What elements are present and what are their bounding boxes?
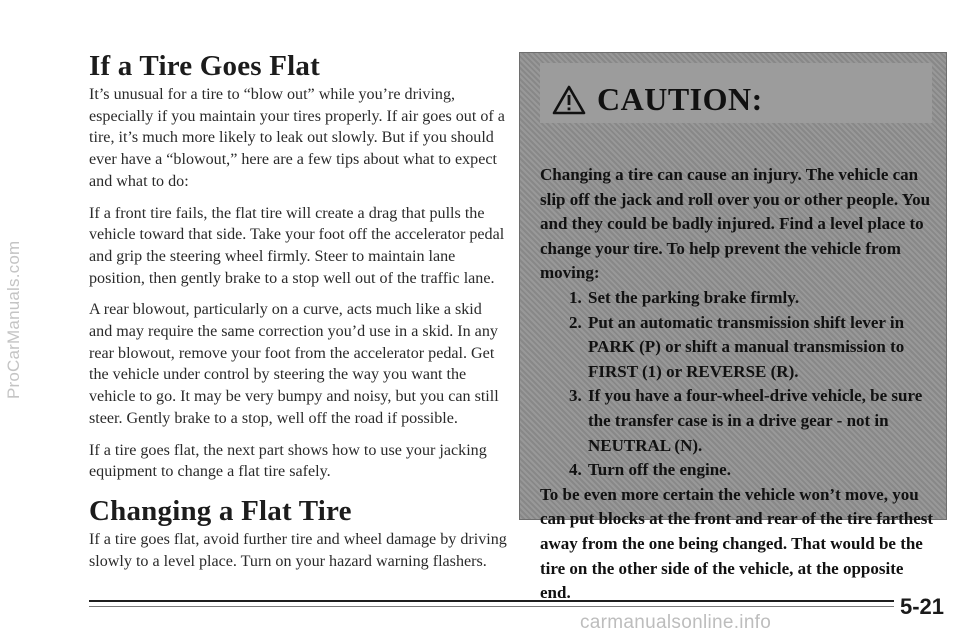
- paragraph: If a tire goes flat, avoid further tire and wheel damage by driving slowly to a level place. Turn on your hazard warning flashers.: [89, 530, 507, 570]
- caution-outro: To be even more certain the vehicle won’t move, you can put blocks at the front and rear of the tire farthest away from the one being changed. That would be the tire on the other side of the vehicle, at the opposite end.: [540, 484, 934, 603]
- main-column: [89, 48, 509, 582]
- bottom-watermark: carmanualsonline.info: [580, 612, 772, 633]
- caution-step: 3. If you have a four-wheel-drive vehicle, be sure the transfer case is in a drive gear - not in NEUTRAL (N).: [586, 384, 936, 458]
- caution-intro: Changing a tire can cause an injury. The vehicle can slip off the jack and roll over you or other people. You and they could be badly injured. Find a level place to change your tire. To help prevent the vehicle from moving:: [540, 165, 931, 283]
- caution-step: 1. Set the parking brake firmly.: [586, 286, 936, 311]
- warning-triangle-icon: [552, 85, 586, 115]
- paragraph: A rear blowout, particularly on a curve, acts much like a skid and may require the same correction you’d use in a skid. In any rear blowout, remove your foot from the accelerator pedal. Get the vehicle under control by steering the way you want the vehicle to go. It may be very bumpy and noisy, but you can still steer. Gently brake to a stop, well off the road if possible.: [89, 301, 499, 427]
- caution-step: 2. Put an automatic transmission shift lever in PARK (P) or shift a manual transmission to FIRST (1) or REVERSE (R).: [586, 311, 936, 385]
- caution-step: 4. Turn off the engine.: [586, 458, 936, 483]
- section-title-changing-tire: Changing a Flat Tire: [89, 494, 352, 527]
- paragraph: It’s unusual for a tire to “blow out” while you’re driving, especially if you maintain your tires properly. If air goes out of a tire, it’s much more likely to leak out slowly. But if you should ever have a “blowout,” here are a few tips about what to expect and what to do:: [89, 86, 505, 190]
- caution-steps: [540, 286, 936, 483]
- caution-box: [519, 52, 947, 603]
- footer-rule-thin: [89, 606, 894, 607]
- paragraph: If a tire goes flat, the next part shows how to use your jacking equipment to change a flat tire safely.: [89, 441, 487, 481]
- caution-title: CAUTION:: [597, 81, 763, 117]
- side-watermark: ProCarManuals.com: [4, 240, 23, 400]
- caution-header: [540, 63, 932, 123]
- section-title-flat-tire: If a Tire Goes Flat: [89, 50, 320, 82]
- paragraph: If a front tire fails, the flat tire will create a drag that pulls the vehicle toward that side. Take your foot off the accelerator pedal and grip the steering wheel firmly. Steer to maintain lane position, then gently brake to a stop well out of the traffic lane.: [89, 204, 505, 287]
- caution-body: [540, 163, 936, 606]
- footer-rule: [89, 600, 894, 602]
- page-number: 5-21: [900, 594, 945, 619]
